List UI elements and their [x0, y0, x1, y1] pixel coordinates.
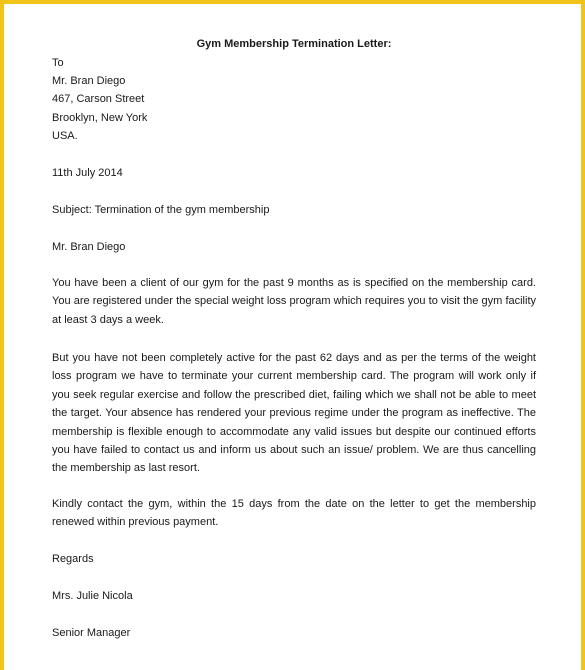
- recipient-name: Mr. Bran Diego: [52, 75, 126, 87]
- closing: Regards: [52, 553, 94, 565]
- letter-title: Gym Membership Termination Letter:: [196, 38, 392, 50]
- letter-page: [4, 4, 581, 670]
- letter-date: 11th July 2014: [52, 167, 123, 179]
- sender-title: Senior Manager: [52, 627, 131, 639]
- recipient-street: 467, Carson Street: [52, 93, 145, 105]
- salutation: Mr. Bran Diego: [52, 241, 126, 253]
- to-label: To: [52, 57, 64, 69]
- letter-subject: Subject: Termination of the gym membership: [52, 204, 270, 216]
- sender-name: Mrs. Julie Nicola: [52, 590, 133, 602]
- paragraph: You have been a client of our gym for the past 9 months as is specified on the membership card. You are registered under the special weight loss program which requires you to visit the gym facility at least 3 days a week.: [52, 277, 536, 326]
- recipient-country: USA.: [52, 130, 78, 142]
- paragraph: Kindly contact the gym, within the 15 days from the date on the letter to get the membership renewed within previous payment.: [52, 498, 536, 529]
- paragraph: But you have not been completely active for the past 62 days and as per the terms of the weight loss program we have to terminate your current membership card. The program will work only if you seek regular exercise and follow the prescribed diet, failing which we shall not be able to meet the target. Your absence has rendered your previous regime under the program as ineffective. The membership is flexible enough to accommodate any valid issues but despite our continued efforts you have failed to contact us and inform us about such an issue/ problem. We are thus cancelling the membership as last resort.: [52, 352, 536, 475]
- recipient-city: Brooklyn, New York: [52, 112, 148, 124]
